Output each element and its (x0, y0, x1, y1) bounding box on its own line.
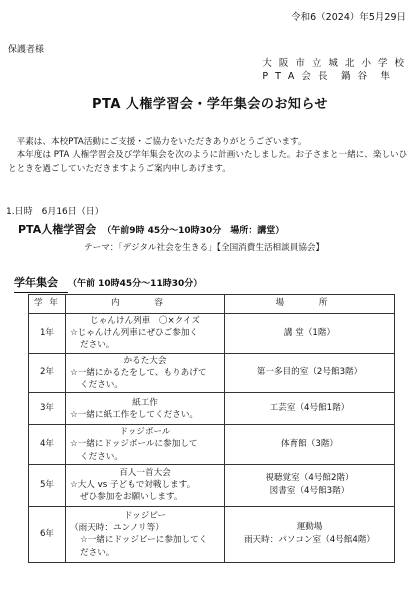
row-content (66, 464, 225, 506)
table-row (29, 506, 395, 562)
header-grade: 学 年 (29, 295, 66, 314)
header-place: 場 所 (225, 295, 395, 314)
header-content: 内 容 (66, 295, 225, 314)
assembly-theme: テーマ：「デジタル社会を生きる」【全国消費生活相談員協会】 (84, 243, 325, 253)
grade-meeting-heading (14, 276, 202, 291)
row-grade: 4年 (29, 425, 66, 465)
announcement-paragraph: 本年度は PTA 人権学習会及び学年集会を次のように計画いたしました。お子さまと一緒に、楽しいひとときを過ごしていただきますようご案内申しあげます。 (8, 150, 408, 174)
table-row (29, 314, 395, 354)
table-row (29, 393, 395, 425)
row-place: 講 堂（1階） (225, 314, 395, 354)
row-content (66, 314, 225, 354)
activity-description: （雨天時：ユンノリ等） ☆一緒にドッジビーに参加してく ださい。 (70, 523, 208, 558)
sender-block (262, 58, 406, 84)
row-place: 体育館（3階） (225, 425, 395, 465)
activity-description: ☆一緒にかるたをして、もりあげて ください。 (70, 367, 207, 391)
grade-meeting-title: 学年集会 (14, 276, 58, 289)
table-row (29, 353, 395, 393)
activity-title: かるた大会 (123, 355, 167, 366)
document-date: 令和6（2024）年5月29日 (291, 12, 406, 23)
document-title: PTA 人権学習会・学年集会のお知らせ (91, 97, 329, 112)
table-row (29, 425, 395, 465)
row-grade: 3年 (29, 393, 66, 425)
assembly-title: PTA人権学習会 (18, 223, 97, 236)
row-grade: 2年 (29, 353, 66, 393)
activity-title: ドッジビー (123, 510, 167, 521)
activity-title: ドッジボール (119, 427, 171, 438)
activity-description: ☆一緒に紙工作をしてください。 (70, 409, 199, 420)
activity-description: ☆大人 vs 子どもで対戦します。 ぜひ参加をお願いします。 (70, 480, 196, 503)
row-place: 工芸室（4号館1階） (225, 393, 395, 425)
event-date: 1.日時 6月16日（日） (6, 207, 104, 217)
table-row (29, 464, 395, 506)
row-grade: 6年 (29, 506, 66, 562)
pta-president: P T A 会 長 鍋 谷 隼 (262, 70, 392, 82)
activity-title: じゃんけん列車 〇×クイズ (90, 316, 200, 326)
row-grade: 1年 (29, 314, 66, 354)
assembly-heading (18, 223, 284, 238)
school-name: 大 阪 市 立 城 北 小 学 校 (262, 58, 406, 69)
assembly-time: （午前9時 45分～10時30分 場所：講堂） (102, 226, 285, 236)
body-paragraphs (8, 136, 410, 176)
row-place: 第一多目的室（2号館3階） (225, 353, 395, 393)
row-content (66, 506, 225, 562)
activity-title: 紙工作 (132, 397, 158, 408)
schedule-table (28, 294, 395, 563)
activity-description: ☆一緒にドッジボールに参加して ください。 (70, 439, 198, 462)
grade-meeting-time: （午前 10時45分～11時30分） (68, 279, 203, 289)
row-place: 視聴覚室（4号館2階） 図書室（4号館3階） (225, 464, 395, 506)
activity-description: ☆じゃんけん列車にぜひご参加く ださい。 (70, 328, 199, 351)
row-grade: 5年 (29, 464, 66, 506)
row-content (66, 425, 225, 465)
heading-underline (14, 292, 68, 293)
activity-title: 百人一首大会 (119, 468, 171, 479)
greeting-paragraph: 平素は、本校PTA活動にご支援・ご協力をいただきありがとうございます。 (16, 137, 307, 147)
row-place: 運動場 雨天時：パソコン室（4号館4階） (225, 506, 395, 562)
recipient: 保護者様 (8, 45, 45, 55)
row-content (66, 393, 225, 425)
table-header-row (29, 295, 395, 314)
row-content (66, 353, 225, 393)
